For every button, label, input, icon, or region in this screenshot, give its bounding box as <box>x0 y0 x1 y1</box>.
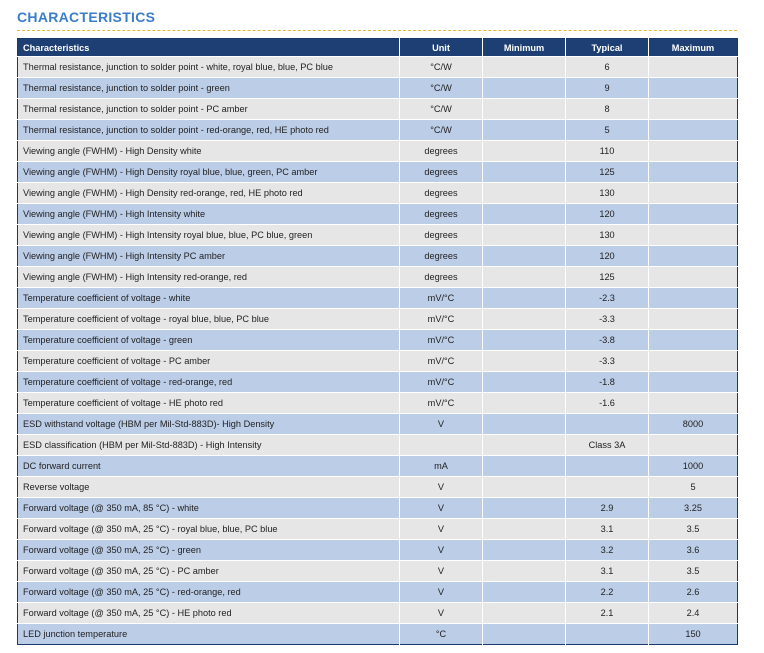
cell-typical: -1.6 <box>566 393 649 414</box>
cell-characteristic: Viewing angle (FWHM) - High Intensity red-orange, red <box>18 267 400 288</box>
cell-typical: 130 <box>566 183 649 204</box>
cell-minimum <box>483 309 566 330</box>
cell-minimum <box>483 498 566 519</box>
cell-characteristic: Thermal resistance, junction to solder point - red-orange, red, HE photo red <box>18 120 400 141</box>
table-row <box>18 246 738 267</box>
cell-characteristic: ESD classification (HBM per Mil-Std-883D) - High Intensity <box>18 435 400 456</box>
cell-typical: -2.3 <box>566 288 649 309</box>
cell-typical: 3.2 <box>566 540 649 561</box>
cell-maximum <box>649 372 738 393</box>
cell-maximum: 3.5 <box>649 561 738 582</box>
cell-minimum <box>483 204 566 225</box>
cell-typical: 120 <box>566 204 649 225</box>
table-row <box>18 435 738 456</box>
header-characteristics: Characteristics <box>18 39 400 57</box>
table-row <box>18 498 738 519</box>
cell-characteristic: Forward voltage (@ 350 mA, 25 °C) - royal blue, blue, PC blue <box>18 519 400 540</box>
cell-minimum <box>483 183 566 204</box>
cell-unit: mA <box>400 456 483 477</box>
cell-unit: degrees <box>400 162 483 183</box>
cell-characteristic: ESD withstand voltage (HBM per Mil-Std-883D)- High Density <box>18 414 400 435</box>
cell-typical: 6 <box>566 57 649 78</box>
cell-maximum <box>649 78 738 99</box>
header-row <box>18 39 738 57</box>
cell-minimum <box>483 141 566 162</box>
characteristics-table <box>17 38 738 645</box>
cell-maximum <box>649 120 738 141</box>
cell-typical: 5 <box>566 120 649 141</box>
cell-minimum <box>483 78 566 99</box>
cell-maximum <box>649 330 738 351</box>
cell-minimum <box>483 330 566 351</box>
cell-maximum: 3.6 <box>649 540 738 561</box>
cell-characteristic: Forward voltage (@ 350 mA, 25 °C) - red-orange, red <box>18 582 400 603</box>
cell-characteristic: Viewing angle (FWHM) - High Intensity PC amber <box>18 246 400 267</box>
cell-maximum <box>649 435 738 456</box>
cell-typical: Class 3A <box>566 435 649 456</box>
header-typical: Typical <box>566 39 649 57</box>
cell-unit: V <box>400 603 483 624</box>
cell-maximum: 2.6 <box>649 582 738 603</box>
table-row <box>18 393 738 414</box>
cell-typical: 125 <box>566 267 649 288</box>
cell-maximum: 3.25 <box>649 498 738 519</box>
cell-unit: mV/°C <box>400 330 483 351</box>
cell-typical: -3.8 <box>566 330 649 351</box>
cell-characteristic: Temperature coefficient of voltage - green <box>18 330 400 351</box>
cell-minimum <box>483 393 566 414</box>
cell-characteristic: LED junction temperature <box>18 624 400 645</box>
cell-characteristic: Viewing angle (FWHM) - High Intensity white <box>18 204 400 225</box>
cell-unit: V <box>400 519 483 540</box>
cell-typical: 130 <box>566 225 649 246</box>
cell-maximum: 3.5 <box>649 519 738 540</box>
cell-characteristic: Forward voltage (@ 350 mA, 25 °C) - PC amber <box>18 561 400 582</box>
cell-unit: °C/W <box>400 99 483 120</box>
cell-maximum <box>649 57 738 78</box>
cell-typical: 3.1 <box>566 519 649 540</box>
cell-minimum <box>483 57 566 78</box>
cell-maximum <box>649 267 738 288</box>
cell-characteristic: Viewing angle (FWHM) - High Density red-orange, red, HE photo red <box>18 183 400 204</box>
cell-typical: -1.8 <box>566 372 649 393</box>
cell-maximum <box>649 246 738 267</box>
cell-minimum <box>483 624 566 645</box>
cell-typical: -3.3 <box>566 309 649 330</box>
table-row <box>18 414 738 435</box>
cell-minimum <box>483 288 566 309</box>
cell-minimum <box>483 582 566 603</box>
cell-maximum <box>649 225 738 246</box>
table-row <box>18 99 738 120</box>
cell-characteristic: Forward voltage (@ 350 mA, 25 °C) - HE photo red <box>18 603 400 624</box>
cell-unit: degrees <box>400 246 483 267</box>
cell-maximum: 1000 <box>649 456 738 477</box>
cell-minimum <box>483 99 566 120</box>
cell-characteristic: Reverse voltage <box>18 477 400 498</box>
cell-typical: 125 <box>566 162 649 183</box>
cell-maximum: 2.4 <box>649 603 738 624</box>
cell-maximum <box>649 204 738 225</box>
cell-unit: V <box>400 498 483 519</box>
table-header <box>18 39 738 57</box>
cell-minimum <box>483 225 566 246</box>
cell-typical: 3.1 <box>566 561 649 582</box>
cell-unit: degrees <box>400 204 483 225</box>
cell-characteristic: Forward voltage (@ 350 mA, 25 °C) - green <box>18 540 400 561</box>
cell-characteristic: Temperature coefficient of voltage - royal blue, blue, PC blue <box>18 309 400 330</box>
table-row <box>18 183 738 204</box>
cell-unit: mV/°C <box>400 372 483 393</box>
table-row <box>18 141 738 162</box>
title-divider <box>17 30 737 31</box>
table-row <box>18 582 738 603</box>
cell-minimum <box>483 351 566 372</box>
header-unit: Unit <box>400 39 483 57</box>
cell-characteristic: Viewing angle (FWHM) - High Density white <box>18 141 400 162</box>
cell-unit <box>400 435 483 456</box>
cell-unit: mV/°C <box>400 288 483 309</box>
cell-unit: mV/°C <box>400 393 483 414</box>
table-row <box>18 162 738 183</box>
table-row <box>18 120 738 141</box>
cell-minimum <box>483 561 566 582</box>
table-row <box>18 603 738 624</box>
cell-maximum <box>649 309 738 330</box>
table-row <box>18 477 738 498</box>
cell-unit: °C/W <box>400 78 483 99</box>
cell-typical: 2.2 <box>566 582 649 603</box>
section-title: CHARACTERISTICS <box>17 9 156 25</box>
cell-characteristic: Thermal resistance, junction to solder point - PC amber <box>18 99 400 120</box>
table-row <box>18 624 738 645</box>
cell-minimum <box>483 435 566 456</box>
cell-typical <box>566 624 649 645</box>
cell-minimum <box>483 477 566 498</box>
cell-characteristic: Thermal resistance, junction to solder point - white, royal blue, blue, PC blue <box>18 57 400 78</box>
cell-unit: mV/°C <box>400 309 483 330</box>
cell-characteristic: Thermal resistance, junction to solder point - green <box>18 78 400 99</box>
table-row <box>18 456 738 477</box>
cell-characteristic: Temperature coefficient of voltage - white <box>18 288 400 309</box>
cell-maximum <box>649 351 738 372</box>
cell-unit: V <box>400 582 483 603</box>
header-minimum: Minimum <box>483 39 566 57</box>
cell-maximum: 8000 <box>649 414 738 435</box>
cell-typical: 2.9 <box>566 498 649 519</box>
cell-unit: V <box>400 540 483 561</box>
table-row <box>18 57 738 78</box>
cell-minimum <box>483 267 566 288</box>
cell-characteristic: Temperature coefficient of voltage - red-orange, red <box>18 372 400 393</box>
table-row <box>18 372 738 393</box>
table-row <box>18 225 738 246</box>
cell-typical: 8 <box>566 99 649 120</box>
cell-characteristic: DC forward current <box>18 456 400 477</box>
cell-maximum: 150 <box>649 624 738 645</box>
cell-maximum <box>649 288 738 309</box>
cell-unit: °C/W <box>400 120 483 141</box>
cell-minimum <box>483 414 566 435</box>
cell-minimum <box>483 120 566 141</box>
cell-unit: degrees <box>400 183 483 204</box>
table-row <box>18 204 738 225</box>
cell-maximum <box>649 162 738 183</box>
cell-maximum <box>649 183 738 204</box>
cell-minimum <box>483 603 566 624</box>
cell-maximum <box>649 141 738 162</box>
cell-maximum: 5 <box>649 477 738 498</box>
table-row <box>18 540 738 561</box>
cell-minimum <box>483 372 566 393</box>
cell-typical: 2.1 <box>566 603 649 624</box>
cell-unit: mV/°C <box>400 351 483 372</box>
cell-minimum <box>483 162 566 183</box>
cell-typical: 9 <box>566 78 649 99</box>
cell-typical <box>566 477 649 498</box>
cell-characteristic: Forward voltage (@ 350 mA, 85 °C) - white <box>18 498 400 519</box>
cell-unit: V <box>400 414 483 435</box>
table-row <box>18 309 738 330</box>
cell-maximum <box>649 99 738 120</box>
cell-unit: °C/W <box>400 57 483 78</box>
cell-characteristic: Viewing angle (FWHM) - High Density royal blue, blue, green, PC amber <box>18 162 400 183</box>
cell-characteristic: Temperature coefficient of voltage - HE photo red <box>18 393 400 414</box>
table-row <box>18 561 738 582</box>
table-row <box>18 519 738 540</box>
table-row <box>18 288 738 309</box>
cell-minimum <box>483 246 566 267</box>
cell-minimum <box>483 456 566 477</box>
table-row <box>18 78 738 99</box>
cell-typical <box>566 414 649 435</box>
cell-unit: degrees <box>400 267 483 288</box>
cell-typical <box>566 456 649 477</box>
table-row <box>18 351 738 372</box>
cell-unit: degrees <box>400 225 483 246</box>
table-row <box>18 267 738 288</box>
cell-typical: -3.3 <box>566 351 649 372</box>
cell-typical: 120 <box>566 246 649 267</box>
cell-characteristic: Viewing angle (FWHM) - High Intensity royal blue, blue, PC blue, green <box>18 225 400 246</box>
cell-unit: degrees <box>400 141 483 162</box>
table-body <box>18 57 738 645</box>
cell-unit: °C <box>400 624 483 645</box>
cell-unit: V <box>400 561 483 582</box>
cell-characteristic: Temperature coefficient of voltage - PC amber <box>18 351 400 372</box>
cell-minimum <box>483 519 566 540</box>
cell-minimum <box>483 540 566 561</box>
cell-maximum <box>649 393 738 414</box>
table-row <box>18 330 738 351</box>
header-maximum: Maximum <box>649 39 738 57</box>
cell-unit: V <box>400 477 483 498</box>
cell-typical: 110 <box>566 141 649 162</box>
